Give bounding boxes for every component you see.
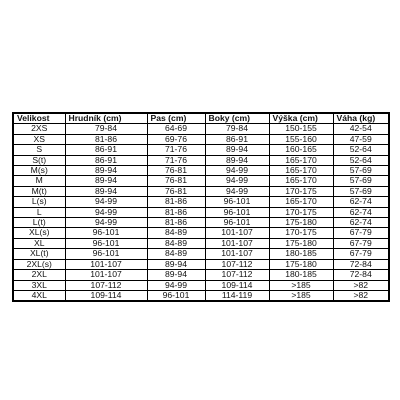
cell-hips: 96-101 (205, 197, 269, 207)
cell-weight: 57-69 (333, 186, 389, 196)
cell-height: >185 (269, 280, 333, 290)
cell-waist: 84-89 (147, 228, 205, 238)
cell-height: 175-180 (269, 259, 333, 269)
table-body (13, 124, 389, 301)
cell-weight: 57-69 (333, 166, 389, 176)
header-weight: Váha (kg) (333, 113, 389, 124)
cell-hips: 114-119 (205, 290, 269, 301)
header-height: Výška (cm) (269, 113, 333, 124)
cell-height: 170-175 (269, 228, 333, 238)
cell-size: S(t) (13, 155, 65, 165)
cell-size: S (13, 145, 65, 155)
cell-chest: 86-91 (65, 155, 147, 165)
cell-size: XS (13, 134, 65, 144)
cell-weight: 67-79 (333, 228, 389, 238)
cell-weight: 72-84 (333, 259, 389, 269)
cell-chest: 89-94 (65, 186, 147, 196)
cell-size: XL (13, 238, 65, 248)
cell-height: 180-185 (269, 249, 333, 259)
cell-hips: 94-99 (205, 166, 269, 176)
cell-chest: 81-86 (65, 134, 147, 144)
table-row (13, 218, 389, 228)
cell-weight: 57-69 (333, 176, 389, 186)
table-row (13, 228, 389, 238)
cell-hips: 107-112 (205, 270, 269, 280)
cell-hips: 101-107 (205, 238, 269, 248)
cell-waist: 71-76 (147, 155, 205, 165)
header-row (13, 113, 389, 124)
table-row (13, 186, 389, 196)
cell-weight: 47-59 (333, 134, 389, 144)
table-row (13, 134, 389, 144)
cell-chest: 109-114 (65, 290, 147, 301)
cell-height: 165-170 (269, 155, 333, 165)
cell-height: >185 (269, 290, 333, 301)
cell-weight: 62-74 (333, 197, 389, 207)
cell-waist: 69-76 (147, 134, 205, 144)
cell-chest: 79-84 (65, 124, 147, 134)
cell-size: L(t) (13, 218, 65, 228)
table-row (13, 249, 389, 259)
cell-chest: 94-99 (65, 197, 147, 207)
table-row (13, 176, 389, 186)
cell-waist: 89-94 (147, 270, 205, 280)
cell-size: 3XL (13, 280, 65, 290)
cell-hips: 79-84 (205, 124, 269, 134)
cell-weight: >82 (333, 280, 389, 290)
cell-chest: 101-107 (65, 259, 147, 269)
cell-waist: 76-81 (147, 186, 205, 196)
cell-waist: 64-69 (147, 124, 205, 134)
cell-hips: 101-107 (205, 249, 269, 259)
cell-waist: 89-94 (147, 259, 205, 269)
cell-chest: 86-91 (65, 145, 147, 155)
cell-size: M (13, 176, 65, 186)
cell-chest: 96-101 (65, 238, 147, 248)
cell-height: 175-180 (269, 218, 333, 228)
cell-size: 2XS (13, 124, 65, 134)
cell-height: 160-165 (269, 145, 333, 155)
cell-height: 170-175 (269, 207, 333, 217)
cell-size: L(s) (13, 197, 65, 207)
cell-size: 2XL(s) (13, 259, 65, 269)
cell-chest: 89-94 (65, 166, 147, 176)
cell-height: 165-170 (269, 197, 333, 207)
cell-size: M(t) (13, 186, 65, 196)
cell-weight: >82 (333, 290, 389, 301)
cell-weight: 52-64 (333, 145, 389, 155)
cell-hips: 107-112 (205, 259, 269, 269)
table-row (13, 124, 389, 134)
cell-height: 150-155 (269, 124, 333, 134)
cell-chest: 101-107 (65, 270, 147, 280)
table-row (13, 207, 389, 217)
cell-chest: 96-101 (65, 249, 147, 259)
cell-hips: 89-94 (205, 145, 269, 155)
cell-height: 180-185 (269, 270, 333, 280)
cell-height: 175-180 (269, 238, 333, 248)
cell-hips: 94-99 (205, 176, 269, 186)
cell-hips: 96-101 (205, 218, 269, 228)
cell-waist: 81-86 (147, 207, 205, 217)
cell-waist: 84-89 (147, 249, 205, 259)
header-size: Velikost (13, 113, 65, 124)
cell-chest: 107-112 (65, 280, 147, 290)
cell-weight: 52-64 (333, 155, 389, 165)
cell-hips: 89-94 (205, 155, 269, 165)
cell-hips: 109-114 (205, 280, 269, 290)
cell-weight: 72-84 (333, 270, 389, 280)
cell-waist: 71-76 (147, 145, 205, 155)
table-row (13, 259, 389, 269)
cell-weight: 42-54 (333, 124, 389, 134)
header-chest: Hrudník (cm) (65, 113, 147, 124)
cell-waist: 76-81 (147, 176, 205, 186)
cell-size: L (13, 207, 65, 217)
cell-waist: 81-86 (147, 218, 205, 228)
cell-weight: 62-74 (333, 218, 389, 228)
cell-hips: 94-99 (205, 186, 269, 196)
cell-weight: 67-79 (333, 238, 389, 248)
cell-waist: 81-86 (147, 197, 205, 207)
cell-chest: 94-99 (65, 218, 147, 228)
cell-chest: 89-94 (65, 176, 147, 186)
header-waist: Pas (cm) (147, 113, 205, 124)
cell-hips: 101-107 (205, 228, 269, 238)
cell-waist: 96-101 (147, 290, 205, 301)
header-hips: Boky (cm) (205, 113, 269, 124)
cell-weight: 62-74 (333, 207, 389, 217)
cell-size: XL(s) (13, 228, 65, 238)
size-chart-table (12, 112, 390, 302)
table-row (13, 197, 389, 207)
table-row (13, 155, 389, 165)
cell-hips: 96-101 (205, 207, 269, 217)
table-row (13, 238, 389, 248)
cell-size: 4XL (13, 290, 65, 301)
cell-height: 170-175 (269, 186, 333, 196)
cell-waist: 84-89 (147, 238, 205, 248)
table-row (13, 270, 389, 280)
table-row (13, 290, 389, 301)
cell-waist: 94-99 (147, 280, 205, 290)
cell-size: 2XL (13, 270, 65, 280)
cell-waist: 76-81 (147, 166, 205, 176)
cell-size: XL(t) (13, 249, 65, 259)
cell-size: M(s) (13, 166, 65, 176)
cell-weight: 67-79 (333, 249, 389, 259)
cell-chest: 94-99 (65, 207, 147, 217)
cell-chest: 96-101 (65, 228, 147, 238)
table-row (13, 280, 389, 290)
cell-height: 165-170 (269, 166, 333, 176)
table-row (13, 145, 389, 155)
cell-hips: 86-91 (205, 134, 269, 144)
cell-height: 155-160 (269, 134, 333, 144)
cell-height: 165-170 (269, 176, 333, 186)
table-row (13, 166, 389, 176)
